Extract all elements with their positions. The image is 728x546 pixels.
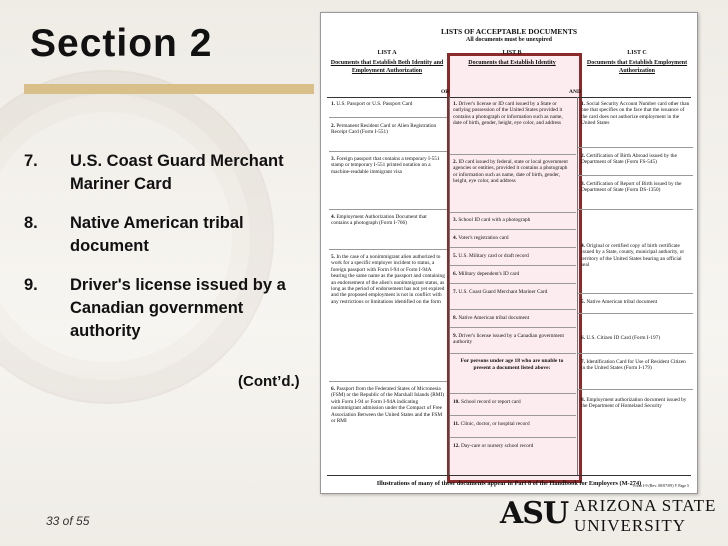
continued-label: (Cont’d.) [238,373,300,390]
list-c-entry: 6. U.S. Citizen ID Card (Form I-197) [581,335,661,341]
row-separator [329,381,447,382]
row-separator [450,283,576,284]
list-a-entry: 5. In the case of a nonimmigrant alien authorized to work for a specific employer incident to status, a foreign passport with Form I-94 or Form I-94A bearing the same name as the passport and containing an endorsement of the alien's nonimmigrant status, as long as the period of endorsement has not yet expired and the proposed employment is not in conflict with any restrictions or limitations identified on the form [331,254,445,305]
list-a-entry: 6. Passport from the Federated States of Micronesia (FSM) or the Republic of the Marshall Islands (RMI) with Form I-94 or Form I-94A indicating nonimmigrant admission under the Compact of Free Association Between the United States and the FSM or RMI [331,386,444,425]
row-separator [578,313,693,314]
row-separator [329,209,447,210]
row-separator [578,353,693,354]
page-number: 33 of 55 [46,514,90,528]
list-b-entry: 12. Day-care or nursery school record [453,443,534,449]
list-b-entry: 5. U.S. Military card or draft record [453,253,529,259]
list-c-entry: 3. Certification of Report of Birth issued by the Department of State (Form DS-1350) [581,181,682,194]
row-separator [578,293,693,294]
list-b-entry: 7. U.S. Coast Guard Merchant Mariner Card [453,289,548,295]
list-b-entry: 8. Native American tribal document [453,315,530,321]
item-text: U.S. Coast Guard Merchant Mariner Card [70,152,284,193]
row-separator [578,389,693,390]
under-18-heading: For persons under age 18 who are unable to present a document listed above: [460,358,564,371]
form-title: LISTS OF ACCEPTABLE DOCUMENTS [440,27,578,36]
row-separator [450,437,576,438]
column-divider [577,97,578,475]
row-separator [450,327,576,328]
asu-logo-line2: UNIVERSITY [574,516,686,535]
list-item [24,212,314,258]
row-separator [450,154,576,155]
form-code: Form I-9 (Rev. 08/07/09) Y Page 5 [633,483,689,488]
row-separator [450,393,576,394]
or-label: OR [441,89,450,95]
row-separator [450,415,576,416]
list-b-entry: 3. School ID card with a photograph [453,217,531,223]
list-b-label: LIST B [502,50,522,56]
slide-title: Section 2 [30,22,213,65]
acceptable-documents-form [320,12,698,494]
item-number: 8. [24,214,38,232]
list-c-desc: Documents that Establish Employment Authorization [586,60,688,74]
row-separator [578,147,693,148]
list-item [24,274,314,343]
row-separator [578,175,693,176]
table-bottom-rule [327,475,691,476]
asu-logo [500,490,720,540]
item-text: Native American tribal document [70,214,244,255]
item-list [24,150,314,359]
row-separator [450,212,576,213]
list-a-entry: 2. Permanent Resident Card or Alien Registration Receipt Card (Form I-551) [331,123,437,136]
list-b-entry: 6. Military dependent's ID card [453,271,520,277]
table-top-rule [327,97,691,98]
title-underline-bar [24,84,314,94]
row-separator [329,151,447,152]
list-a-entry: 3. Foreign passport that contains a temporary I-551 stamp or temporary I-551 printed notation on a machine-readable immigrant visa [331,156,440,175]
list-b-header [453,49,571,67]
row-separator [450,229,576,230]
list-b-entry: 4. Voter's registration card [453,235,509,241]
row-separator [450,265,576,266]
row-separator [578,209,693,210]
list-c-header [583,49,691,75]
form-footer-note: Illustrations of many of these documents appear in Part 8 of the Handbook for Employers (M-274) [376,480,642,487]
asu-logo-mark: ASU [500,496,569,531]
list-b-entry: 11. Clinic, doctor, or hospital record [453,421,530,427]
list-c-entry: 1. Social Security Account Number card other than one that specifies on the face that the issuance of the card does not authorize employment in the United States [581,101,690,127]
list-c-entry: 7. Identification Card for Use of Resident Citizen in the United States (Form I-179) [581,359,686,372]
list-c-entry: 2. Certification of Birth Abroad issued by the Department of State (Form FS-545) [581,153,677,166]
item-text: Driver's license issued by a Canadian government authority [70,276,286,340]
list-a-label: LIST A [377,50,397,56]
list-b-entry: 10. School record or report card [453,399,521,405]
row-separator [450,309,576,310]
form-subtitle: All documents must be unexpired [466,37,552,43]
asu-logo-line1: ARIZONA STATE [574,496,717,515]
list-b-entry: 2. ID card issued by federal, state or local government agencies or entities, provided it contains a photograph or information such as name, date of birth, gender, height, eye color, and address [453,159,568,185]
list-a-desc: Documents that Establish Both Identity and Employment Authorization [330,60,444,74]
and-label: AND [569,89,581,95]
row-separator [329,249,447,250]
item-number: 9. [24,276,38,294]
item-number: 7. [24,152,38,170]
row-separator [329,117,447,118]
list-a-entry: 1. U.S. Passport or U.S. Passport Card [331,101,413,107]
list-b-desc: Documents that Establish Identity [468,60,556,66]
list-b-entry: 1. Driver's license or ID card issued by a State or outlying possession of the United States provided it contains a photograph or information such as name, date of birth, gender, height, eye color, and address [453,101,563,127]
list-a-header [329,49,445,75]
list-c-entry: 5. Native American tribal document [581,299,658,305]
row-separator [450,353,576,354]
list-b-entry: 9. Driver's license issued by a Canadian government authority [453,333,564,346]
list-c-label: LIST C [627,50,647,56]
list-c-entry: 8. Employment authorization document issued by the Department of Homeland Security [581,397,687,410]
list-c-entry: 4. Original or certified copy of birth certificate issued by a State, county, municipal authority, or territory of the United States bearing an official seal [581,243,685,269]
row-separator [450,247,576,248]
list-a-entry: 4. Employment Authorization Document that contains a photograph (Form I-766) [331,214,427,227]
list-item [24,150,314,196]
